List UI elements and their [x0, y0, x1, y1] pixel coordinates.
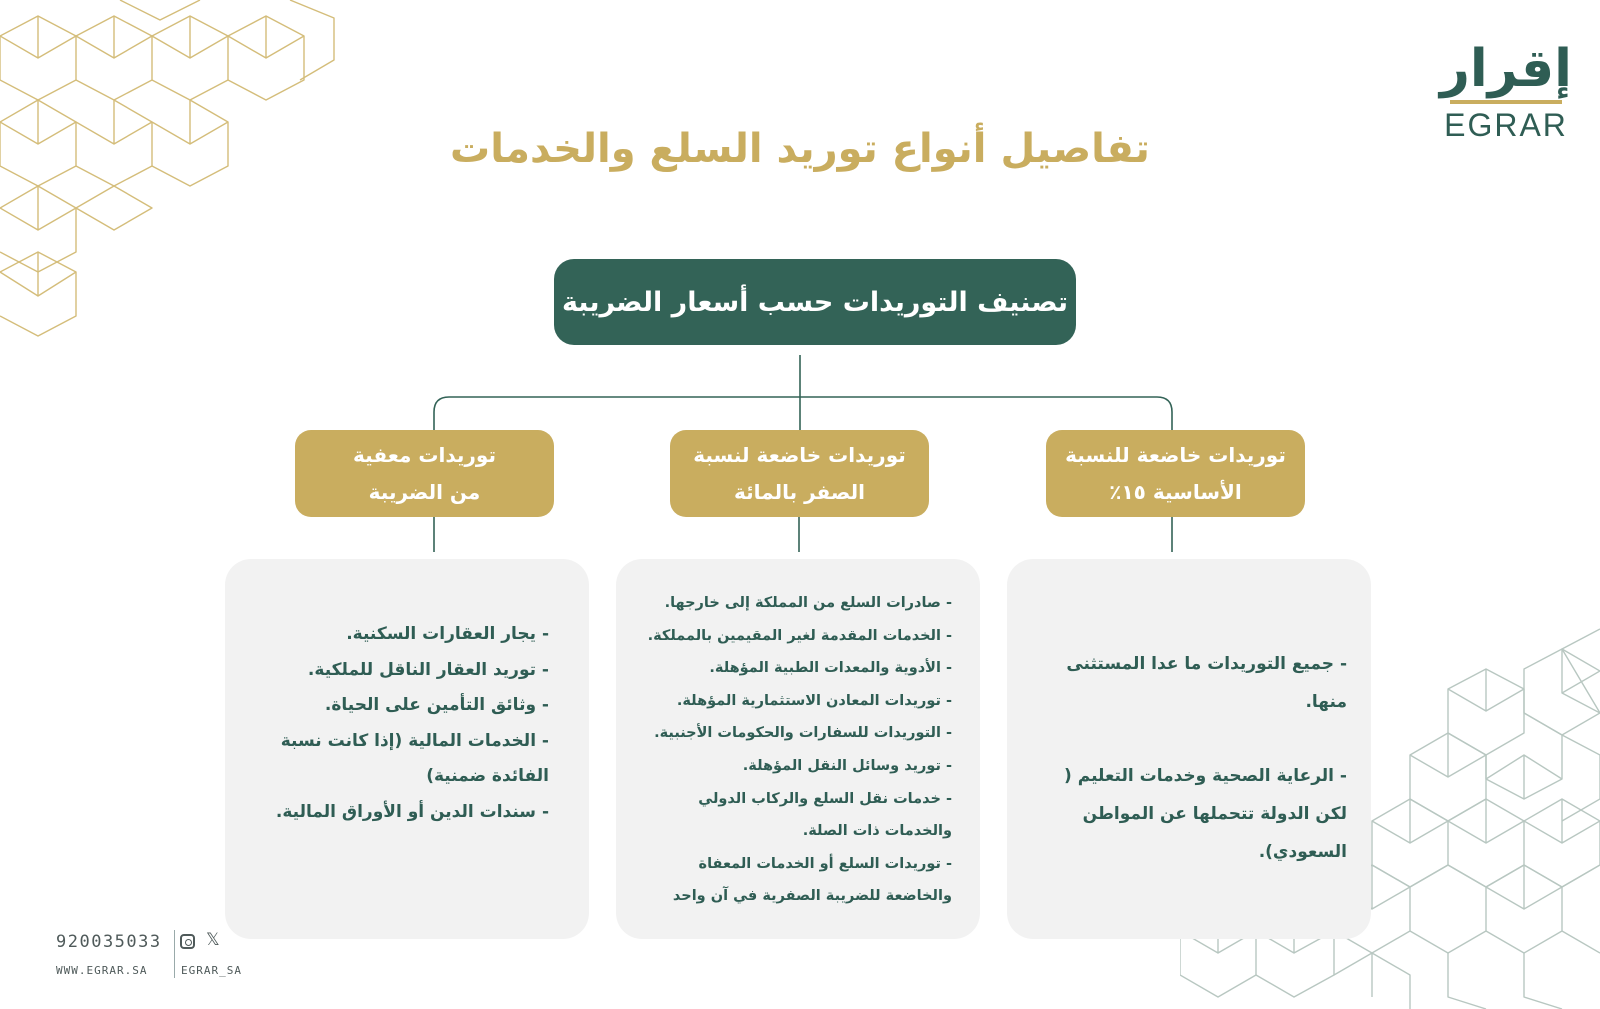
list-item: - الخدمات المقدمة لغير المقيمين بالمملكة.	[647, 627, 952, 644]
category-exempt-line2: من الضريبة	[368, 479, 481, 504]
connector-horizontal	[434, 397, 1172, 430]
footer-phone: 920035033	[56, 932, 162, 952]
list-item: - الأدوية والمعدات الطبية المؤهلة.	[709, 660, 952, 677]
category-zero-rate	[670, 430, 929, 517]
panel-exempt	[225, 559, 589, 939]
logo-english: EGRAR	[1444, 107, 1568, 143]
panel-standard-list	[1029, 645, 1347, 871]
list-item: - توريدات السلع أو الخدمات المعفاة والخاضعة للضريبة الصفرية في آن واحد	[672, 855, 952, 905]
panel-exempt-list	[245, 617, 549, 830]
category-exempt	[295, 430, 554, 517]
category-standard-rate	[1046, 430, 1305, 517]
list-item: - صادرات السلع من المملكة إلى خارجها.	[664, 595, 952, 611]
category-zero-line1: توريدات خاضعة لنسبة	[693, 442, 906, 467]
list-item: - يجار العقارات السكنية.	[346, 624, 549, 644]
list-item: - سندات الدين أو الأوراق المالية.	[275, 801, 549, 822]
panel-zero-list	[630, 587, 952, 913]
instagram-icon	[180, 934, 195, 949]
list-item: - الرعاية الصحية وخدمات التعليم ( لكن الدولة تتحملها عن المواطن السعودي).	[1064, 766, 1347, 862]
list-item: - جميع التوريدات ما عدا المستثنى منها.	[1066, 654, 1347, 712]
footer-website: WWW.EGRAR.SA	[56, 964, 148, 977]
panel-zero-rate	[616, 559, 980, 939]
list-item: - توريدات المعادن الاستثمارية المؤهلة.	[676, 692, 952, 709]
page-title: تفاصيل أنواع توريد السلع والخدمات	[450, 126, 1150, 172]
list-item: - خدمات نقل السلع والركاب الدولي والخدمات ذات الصلة.	[698, 790, 952, 840]
list-item: - وثائق التأمين على الحياة.	[324, 695, 549, 715]
list-item: - التوريدات للسفارات والحكومات الأجنبية.	[654, 725, 952, 742]
root-node-label: تصنيف التوريدات حسب أسعار الضريبة	[561, 286, 1069, 318]
logo-arabic: إقرار	[1440, 39, 1572, 99]
footer-handle: EGRAR_SA	[181, 964, 242, 977]
list-item: - توريد وسائل النقل المؤهلة.	[742, 757, 952, 774]
category-zero-line2: الصفر بالمائة	[734, 479, 865, 504]
list-item: - توريد العقار الناقل للملكية.	[307, 659, 549, 680]
panel-standard-rate	[1007, 559, 1371, 939]
category-standard-line1: توريدات خاضعة للنسبة	[1065, 442, 1286, 467]
footer-divider	[174, 930, 175, 978]
category-exempt-line1: توريدات معفية	[353, 442, 496, 467]
x-icon: 𝕏	[206, 930, 220, 950]
list-item: - الخدمات المالية (إذا كانت نسبة الفائدة ضمنية)	[280, 730, 549, 786]
category-standard-line2: الأساسية ١٥٪	[1109, 479, 1242, 504]
